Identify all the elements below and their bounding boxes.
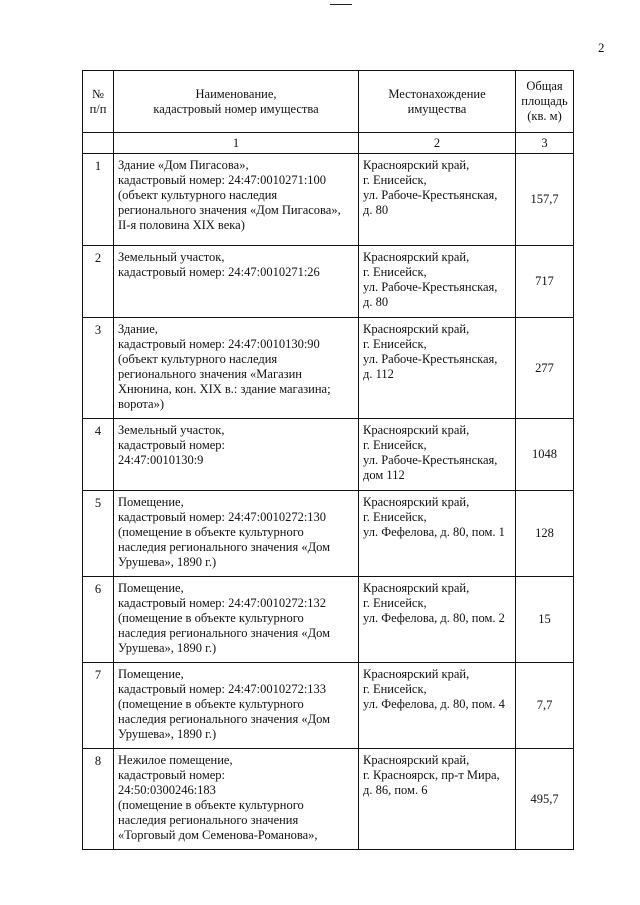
property-location: Красноярский край, г. Енисейск, ул. Фефелова, д. 80, пом. 4	[359, 663, 516, 749]
header-number: № п/п	[83, 71, 114, 133]
property-location: Красноярский край, г. Енисейск, ул. Рабоче-Крестьянская, д. 80	[359, 154, 516, 246]
property-name: Здание, кадастровый номер: 24:47:0010130:90 (объект культурного наследия регионального значения «Магазин Хнюнина, кон. XIX в.: здание магазина; ворота»)	[114, 318, 359, 419]
table-row	[83, 577, 574, 663]
header-row	[83, 71, 574, 133]
top-mark	[330, 4, 352, 5]
colnum-1: 1	[114, 133, 359, 154]
property-name: Нежилое помещение, кадастровый номер: 24:50:0300246:183 (помещение в объекте культурного наследия регионального значения «Торговый дом Семенова-Романова»,	[114, 749, 359, 850]
property-name: Помещение, кадастровый номер: 24:47:0010272:130 (помещение в объекте культурного наследия регионального значения «Дом Урушева», 1890 г.)	[114, 491, 359, 577]
property-location: Красноярский край, г. Енисейск, ул. Рабоче-Крестьянская, д. 80	[359, 246, 516, 318]
property-table	[82, 70, 574, 850]
property-area: 157,7	[516, 154, 574, 246]
table-row	[83, 663, 574, 749]
colnum-3: 3	[516, 133, 574, 154]
table-row	[83, 749, 574, 850]
row-number: 1	[83, 154, 114, 246]
table-row	[83, 154, 574, 246]
property-area: 277	[516, 318, 574, 419]
row-number: 5	[83, 491, 114, 577]
table-row	[83, 318, 574, 419]
table-row	[83, 246, 574, 318]
property-location: Красноярский край, г. Красноярск, пр-т Мира, д. 86, пом. 6	[359, 749, 516, 850]
property-area: 15	[516, 577, 574, 663]
property-name: Здание «Дом Пигасова», кадастровый номер: 24:47:0010271:100 (объект культурного наследия регионального значения «Дом Пигасова», II-я половина XIX века)	[114, 154, 359, 246]
property-location: Красноярский край, г. Енисейск, ул. Фефелова, д. 80, пом. 1	[359, 491, 516, 577]
header-name: Наименование, кадастровый номер имущества	[114, 71, 359, 133]
property-area: 7,7	[516, 663, 574, 749]
page-number: 2	[598, 40, 605, 55]
table-row	[83, 491, 574, 577]
column-number-row	[83, 133, 574, 154]
row-number: 2	[83, 246, 114, 318]
property-area: 495,7	[516, 749, 574, 850]
property-name: Земельный участок, кадастровый номер: 24:47:0010130:9	[114, 419, 359, 491]
row-number: 4	[83, 419, 114, 491]
property-location: Красноярский край, г. Енисейск, ул. Рабоче-Крестьянская, д. 112	[359, 318, 516, 419]
property-name: Земельный участок, кадастровый номер: 24:47:0010271:26	[114, 246, 359, 318]
row-number: 6	[83, 577, 114, 663]
header-location: Местонахождение имущества	[359, 71, 516, 133]
table-row	[83, 419, 574, 491]
property-area: 128	[516, 491, 574, 577]
property-area: 1048	[516, 419, 574, 491]
property-location: Красноярский край, г. Енисейск, ул. Рабоче-Крестьянская, дом 112	[359, 419, 516, 491]
property-name: Помещение, кадастровый номер: 24:47:0010272:132 (помещение в объекте культурного наследия регионального значения «Дом Урушева», 1890 г.)	[114, 577, 359, 663]
row-number: 7	[83, 663, 114, 749]
property-location: Красноярский край, г. Енисейск, ул. Фефелова, д. 80, пом. 2	[359, 577, 516, 663]
property-name: Помещение, кадастровый номер: 24:47:0010272:133 (помещение в объекте культурного наследия регионального значения «Дом Урушева», 1890 г.)	[114, 663, 359, 749]
colnum-2: 2	[359, 133, 516, 154]
row-number: 3	[83, 318, 114, 419]
header-area: Общая площадь (кв. м)	[516, 71, 574, 133]
row-number: 8	[83, 749, 114, 850]
property-area: 717	[516, 246, 574, 318]
colnum-0	[83, 133, 114, 154]
